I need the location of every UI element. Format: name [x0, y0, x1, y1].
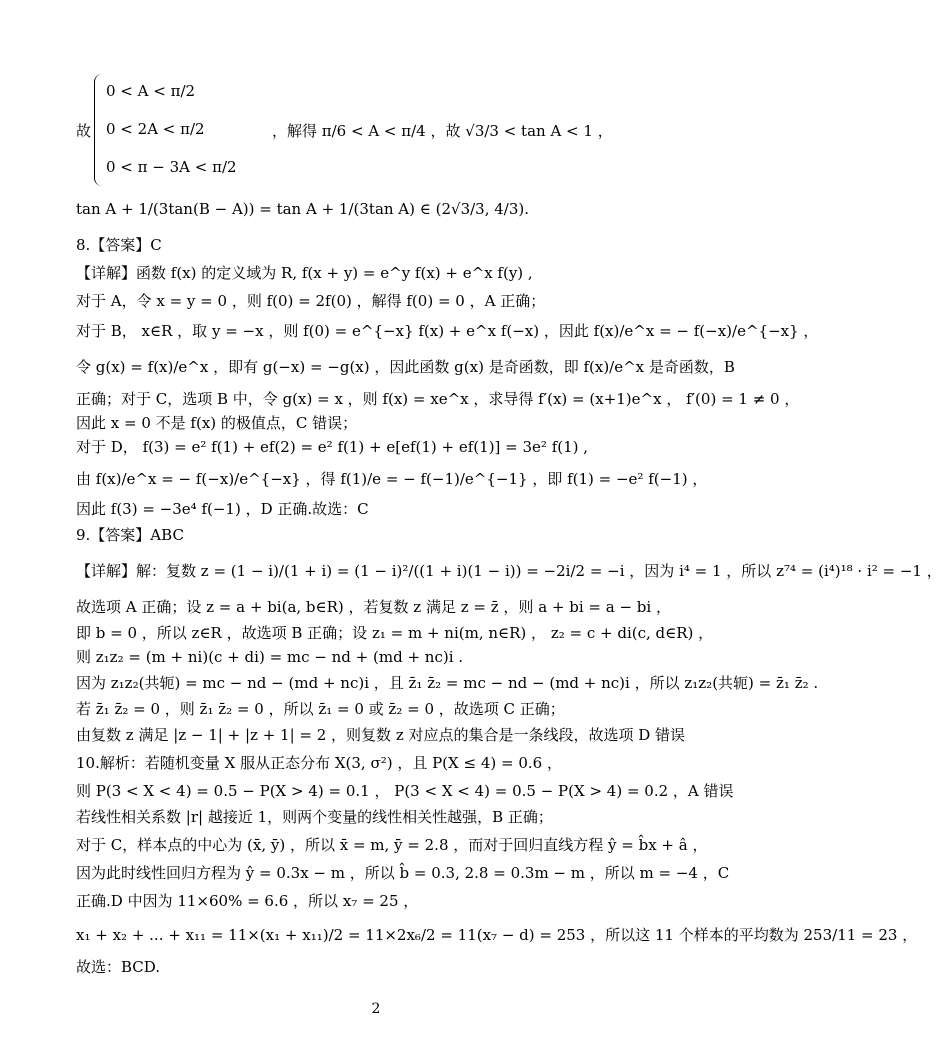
- line1-suffix: ，解得 π/6 < A < π/4 ，故 √3/3 < tan A < 1 ，: [272, 122, 613, 140]
- q9-answer-head: 9.【答案】ABC: [76, 526, 184, 544]
- q9-line-3: 即 b = 0 ，所以 z∈R ，故选项 B 正确；设 z₁ = m + ni(m, n∈R) ， z₂ = c + di(c, d∈R) ，: [76, 624, 714, 642]
- system-row-3: 0 < π − 3A < π/2: [106, 158, 237, 176]
- line1-prefix: 故: [76, 122, 92, 140]
- q9-line-2: 故选项 A 正确；设 z = a + bi(a, b∈R) ，若复数 z 满足 z = z̄ ，则 a + bi = a − bi ，: [76, 598, 671, 616]
- line2-tan-range: tan A + 1/(3tan(B − A)) = tan A + 1/(3tan A) ∈ (2√3/3, 4/3).: [76, 200, 530, 218]
- q8-line-2: 对于 A，令 x = y = 0 ，则 f(0) = 2f(0) ，解得 f(0) = 0 ，A 正确；: [76, 292, 546, 310]
- q9-line-6: 若 z̄₁ z̄₂ = 0 ，则 z̄₁ z̄₂ = 0 ，所以 z̄₁ = 0 或 z̄₂ = 0 ，故选项 C 正确；: [76, 700, 565, 718]
- q8-line-6: 因此 x = 0 不是 f(x) 的极值点，C 错误；: [76, 414, 358, 432]
- q8-line-9: 因此 f(3) = −3e⁴ f(−1) ，D 正确.故选：C: [76, 500, 369, 518]
- page-number: 2: [371, 1001, 381, 1017]
- q8-answer-head: 8.【答案】C: [76, 236, 162, 254]
- q10-line-4: 对于 C，样本点的中心为 (x̄, ȳ) ，所以 x̄ = m, ȳ = 2.8 ，而对于回归直线方程 ŷ = b̂x + â ，: [76, 836, 708, 854]
- left-brace: [94, 74, 103, 186]
- q9-line-7: 由复数 z 满足 |z − 1| + |z + 1| = 2 ，则复数 z 对应点的集合是一条线段，故选项 D 错误: [76, 726, 686, 744]
- q8-line-5: 正确；对于 C，选项 B 中，令 g(x) = x ，则 f(x) = xe^x ，求导得 f′(x) = (x+1)e^x ， f′(0) = 1 ≠ 0 ，: [76, 390, 800, 408]
- q10-line-5: 因为此时线性回归方程为 ŷ = 0.3x − m ，所以 b̂ = 0.3, 2.8 = 0.3m − m ，所以 m = −4 ，C: [76, 864, 730, 882]
- q10-line-8: 故选：BCD.: [76, 958, 161, 976]
- q8-line-3: 对于 B， x∈R ，取 y = −x ，则 f(0) = e^{−x} f(x) + e^x f(−x) ，因此 f(x)/e^x = − f(−x)/e^{−x} ，: [76, 322, 819, 340]
- q8-line-1: 【详解】函数 f(x) 的定义域为 R, f(x + y) = e^y f(x) + e^x f(y) ,: [76, 264, 533, 282]
- q10-line-1: 10.解析：若随机变量 X 服从正态分布 X(3, σ²) ，且 P(X ≤ 4) = 0.6 ，: [76, 754, 562, 772]
- system-row-1: 0 < A < π/2: [106, 82, 196, 100]
- q10-line-2: 则 P(3 < X < 4) = 0.5 − P(X > 4) = 0.1 ， P(3 < X < 4) = 0.5 − P(X > 4) = 0.2 ，A 错误: [76, 782, 734, 800]
- system-row-2: 0 < 2A < π/2: [106, 120, 205, 138]
- q10-line-6: 正确.D 中因为 11×60% = 6.6 ，所以 x₇ = 25 ，: [76, 892, 419, 910]
- q9-line-5: 因为 z₁z₂(共轭) = mc − nd − (md + nc)i ，且 z̄₁ z̄₂ = mc − nd − (md + nc)i ，所以 z₁z₂(共轭) = z̄₁ z̄₂ .: [76, 674, 819, 692]
- q8-line-4: 令 g(x) = f(x)/e^x ，即有 g(−x) = −g(x) ，因此函数 g(x) 是奇函数，即 f(x)/e^x 是奇函数，B: [76, 358, 735, 376]
- q9-line-1: 【详解】解：复数 z = (1 − i)/(1 + i) = (1 − i)²/((1 + i)(1 − i)) = −2i/2 = −i ，因为 i⁴ = 1 ，所以 z⁷⁴ = (i⁴)¹⁸ · i² = −1 ，: [76, 562, 942, 580]
- q9-line-4: 则 z₁z₂ = (m + ni)(c + di) = mc − nd + (md + nc)i .: [76, 648, 464, 666]
- q8-line-7: 对于 D， f(3) = e² f(1) + ef(2) = e² f(1) + e[ef(1) + ef(1)] = 3e² f(1) ,: [76, 438, 589, 456]
- q8-line-8: 由 f(x)/e^x = − f(−x)/e^{−x} ，得 f(1)/e = − f(−1)/e^{−1} ，即 f(1) = −e² f(−1) ，: [76, 470, 708, 488]
- q10-line-7: x₁ + x₂ + ... + x₁₁ = 11×(x₁ + x₁₁)/2 = 11×2x₆/2 = 11(x₇ − d) = 253 ，所以这 11 个样本的平均数为 253/11 = 23 ，: [76, 926, 918, 944]
- q10-line-3: 若线性相关系数 |r| 越接近 1，则两个变量的线性相关性越强，B 正确；: [76, 808, 553, 826]
